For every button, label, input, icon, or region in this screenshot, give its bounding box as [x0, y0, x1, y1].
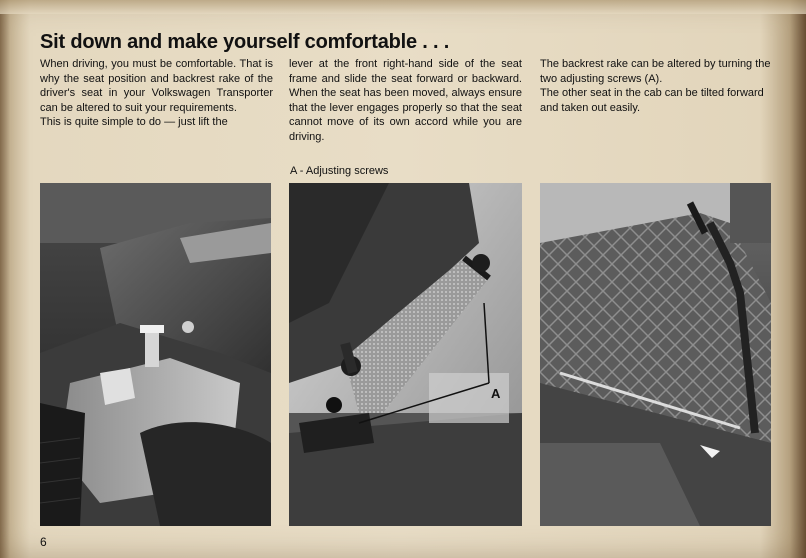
page-edge [0, 0, 806, 14]
page-title: Sit down and make yourself comfortable . . . [40, 31, 450, 53]
text-column-3 [540, 57, 773, 115]
photo-tilted-seat [540, 183, 771, 526]
page-number: 6 [40, 535, 47, 549]
paragraph: When driving, you must be comfortable. That is why the seat position and backrest rake of the driver's seat in your Volkswagen Transporter can be altered to suit your requirements. [40, 58, 273, 114]
paragraph: lever at the front right-hand side of the seat frame and slide the seat forward or backward. When the seat has been moved, always ensure that the lever engages properly so that the seat cannot move of its own accord while you are driving. [289, 58, 522, 143]
photo-adjusting-screws [289, 183, 522, 526]
paragraph: The other seat in the cab can be tilted forward and taken out easily. [540, 87, 764, 114]
paragraph: The backrest rake can be altered by turning the two adjusting screws (A). [540, 58, 771, 85]
photo-caption: A - Adjusting screws [290, 165, 389, 177]
text-column-1 [40, 57, 273, 130]
photo-label-a: A [491, 386, 501, 401]
text-column-2 [289, 57, 522, 145]
paragraph: This is quite simple to do — just lift the [40, 116, 228, 129]
photo-seat-lever [40, 183, 271, 526]
